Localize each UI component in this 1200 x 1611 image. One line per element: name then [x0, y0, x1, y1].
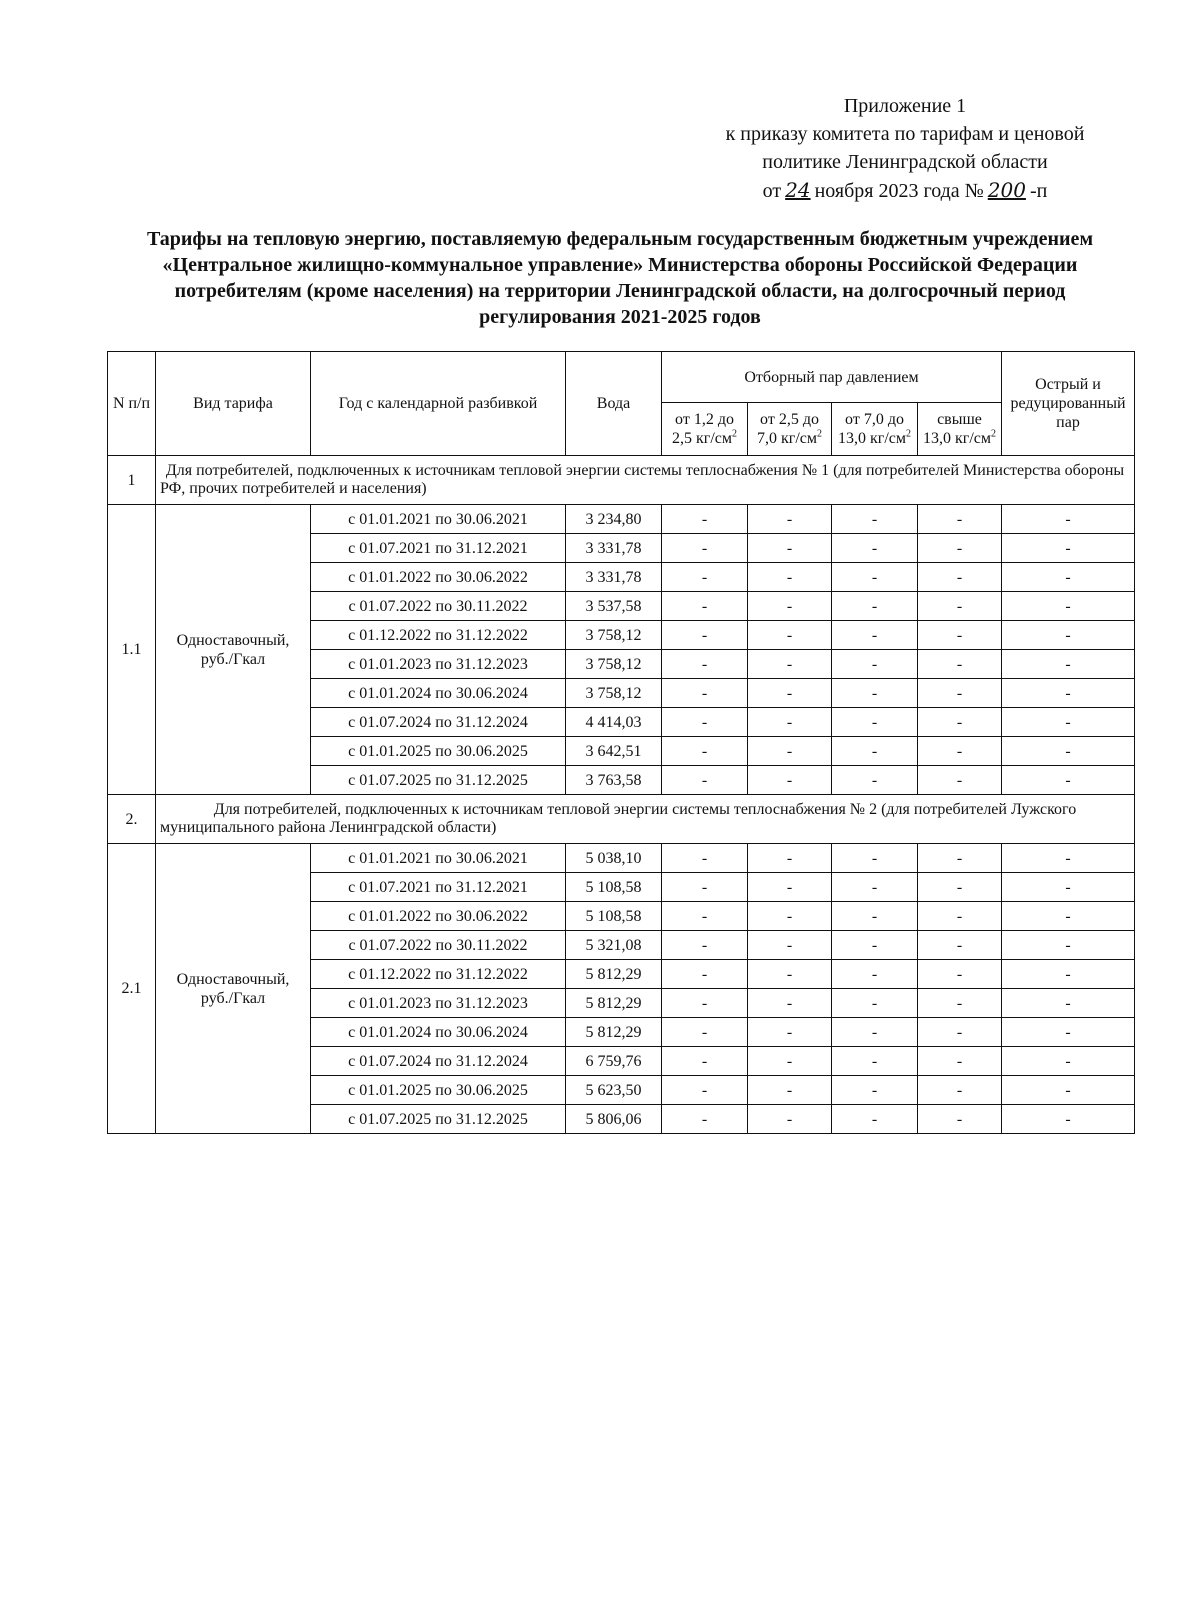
- group-row: [108, 456, 1135, 505]
- tariff-kind: Одноставочный, руб./Гкал: [156, 505, 311, 795]
- table-row: [108, 505, 1135, 534]
- subgroup-num: 2.1: [108, 844, 156, 1134]
- header-steam-2: от 2,5 до 7,0 $кг/см^2$: [748, 403, 832, 456]
- empty-value-cell: -: [918, 1105, 1002, 1134]
- empty-value-cell: -: [832, 844, 918, 873]
- header-water: Вода: [566, 352, 662, 456]
- empty-value-cell: -: [662, 1018, 748, 1047]
- empty-value-cell: -: [918, 679, 1002, 708]
- empty-value-cell: -: [918, 650, 1002, 679]
- header-steam-group: Отборный пар давлением: [662, 352, 1002, 403]
- water-tariff-cell: 5 806,06: [566, 1105, 662, 1134]
- empty-value-cell: -: [918, 621, 1002, 650]
- empty-value-cell: -: [918, 931, 1002, 960]
- water-tariff-cell: 3 763,58: [566, 766, 662, 795]
- period-cell: с 01.01.2022 по 30.06.2022: [311, 902, 566, 931]
- empty-value-cell: -: [1002, 844, 1135, 873]
- period-cell: с 01.07.2024 по 31.12.2024: [311, 1047, 566, 1076]
- annex-block: [680, 92, 1130, 205]
- empty-value-cell: -: [662, 873, 748, 902]
- water-tariff-cell: 3 758,12: [566, 679, 662, 708]
- empty-value-cell: -: [748, 534, 832, 563]
- empty-value-cell: -: [918, 1047, 1002, 1076]
- empty-value-cell: -: [1002, 766, 1135, 795]
- empty-value-cell: -: [662, 1076, 748, 1105]
- empty-value-cell: -: [832, 1047, 918, 1076]
- empty-value-cell: -: [662, 1105, 748, 1134]
- empty-value-cell: -: [662, 679, 748, 708]
- water-tariff-cell: 5 108,58: [566, 902, 662, 931]
- empty-value-cell: -: [662, 621, 748, 650]
- order-number: 200: [987, 178, 1026, 202]
- empty-value-cell: -: [1002, 1018, 1135, 1047]
- empty-value-cell: -: [832, 563, 918, 592]
- empty-value-cell: -: [748, 766, 832, 795]
- empty-value-cell: -: [918, 563, 1002, 592]
- empty-value-cell: -: [832, 534, 918, 563]
- water-tariff-cell: 5 038,10: [566, 844, 662, 873]
- empty-value-cell: -: [832, 650, 918, 679]
- document-title: Тарифы на тепловую энергию, поставляемую федеральным государственным бюджетным учреждением «Центральное жилищно-коммунальное управление» Министерства обороны Российской Федерации потребителям (кроме населения) на территории Ленинградской области, на долгосрочный период регулирования 2021-2025 годов: [146, 228, 1094, 328]
- empty-value-cell: -: [918, 902, 1002, 931]
- empty-value-cell: -: [918, 766, 1002, 795]
- empty-value-cell: -: [918, 844, 1002, 873]
- empty-value-cell: -: [1002, 679, 1135, 708]
- empty-value-cell: -: [832, 1018, 918, 1047]
- water-tariff-cell: 5 321,08: [566, 931, 662, 960]
- group-description: Для потребителей, подключенных к источникам тепловой энергии системы теплоснабжения № 1 (для потребителей Министерства обороны РФ, прочих потребителей и населения): [156, 456, 1135, 505]
- empty-value-cell: -: [1002, 1105, 1135, 1134]
- period-cell: с 01.01.2023 по 31.12.2023: [311, 650, 566, 679]
- water-tariff-cell: 3 537,58: [566, 592, 662, 621]
- empty-value-cell: -: [918, 737, 1002, 766]
- period-cell: с 01.12.2022 по 31.12.2022: [311, 621, 566, 650]
- empty-value-cell: -: [748, 505, 832, 534]
- empty-value-cell: -: [748, 563, 832, 592]
- group-description: Для потребителей, подключенных к источникам тепловой энергии системы теплоснабжения № 2 (для потребителей Лужского муниципального района Ленинградской области): [156, 795, 1135, 844]
- empty-value-cell: -: [662, 534, 748, 563]
- empty-value-cell: -: [918, 708, 1002, 737]
- annex-committee-line: политике Ленинградской области: [762, 151, 1048, 173]
- annex-order-line: к приказу комитета по тарифам и ценовой: [725, 123, 1085, 145]
- empty-value-cell: -: [832, 592, 918, 621]
- empty-value-cell: -: [832, 1076, 918, 1105]
- empty-value-cell: -: [748, 1018, 832, 1047]
- empty-value-cell: -: [1002, 931, 1135, 960]
- empty-value-cell: -: [918, 1018, 1002, 1047]
- empty-value-cell: -: [918, 960, 1002, 989]
- empty-value-cell: -: [918, 505, 1002, 534]
- water-tariff-cell: 3 234,80: [566, 505, 662, 534]
- empty-value-cell: -: [1002, 1076, 1135, 1105]
- empty-value-cell: -: [832, 708, 918, 737]
- water-tariff-cell: 3 642,51: [566, 737, 662, 766]
- period-cell: с 01.07.2021 по 31.12.2021: [311, 873, 566, 902]
- empty-value-cell: -: [832, 873, 918, 902]
- empty-value-cell: -: [1002, 534, 1135, 563]
- empty-value-cell: -: [832, 679, 918, 708]
- empty-value-cell: -: [832, 931, 918, 960]
- empty-value-cell: -: [662, 844, 748, 873]
- group-num: 2.: [108, 795, 156, 844]
- empty-value-cell: -: [748, 1047, 832, 1076]
- empty-value-cell: -: [748, 592, 832, 621]
- empty-value-cell: -: [662, 766, 748, 795]
- water-tariff-cell: 4 414,03: [566, 708, 662, 737]
- empty-value-cell: -: [748, 1105, 832, 1134]
- empty-value-cell: -: [832, 902, 918, 931]
- empty-value-cell: -: [1002, 737, 1135, 766]
- empty-value-cell: -: [748, 621, 832, 650]
- empty-value-cell: -: [1002, 708, 1135, 737]
- period-cell: с 01.01.2023 по 31.12.2023: [311, 989, 566, 1018]
- group-row: [108, 795, 1135, 844]
- header-year: Год с календарной разбивкой: [311, 352, 566, 456]
- header-kind: Вид тарифа: [156, 352, 311, 456]
- order-suffix: -п: [1029, 180, 1048, 202]
- annex-date-line: [680, 176, 1130, 205]
- empty-value-cell: -: [748, 708, 832, 737]
- empty-value-cell: -: [832, 1105, 918, 1134]
- empty-value-cell: -: [918, 592, 1002, 621]
- empty-value-cell: -: [1002, 563, 1135, 592]
- water-tariff-cell: 5 812,29: [566, 1018, 662, 1047]
- empty-value-cell: -: [662, 592, 748, 621]
- empty-value-cell: -: [1002, 1047, 1135, 1076]
- empty-value-cell: -: [662, 960, 748, 989]
- date-day: 24: [785, 178, 811, 202]
- tariff-kind: Одноставочный, руб./Гкал: [156, 844, 311, 1134]
- header-steam-4: свыше 13,0 $кг/см^2$: [918, 403, 1002, 456]
- group-num: 1: [108, 456, 156, 505]
- empty-value-cell: -: [748, 873, 832, 902]
- period-cell: с 01.01.2025 по 30.06.2025: [311, 1076, 566, 1105]
- water-tariff-cell: 5 108,58: [566, 873, 662, 902]
- empty-value-cell: -: [748, 960, 832, 989]
- header-num: N п/п: [108, 352, 156, 456]
- tariff-table: [107, 351, 1135, 1134]
- empty-value-cell: -: [832, 621, 918, 650]
- water-tariff-cell: 3 758,12: [566, 650, 662, 679]
- empty-value-cell: -: [662, 989, 748, 1018]
- empty-value-cell: -: [832, 989, 918, 1018]
- empty-value-cell: -: [662, 708, 748, 737]
- period-cell: с 01.01.2021 по 30.06.2021: [311, 505, 566, 534]
- empty-value-cell: -: [662, 1047, 748, 1076]
- table-body: [108, 456, 1135, 1134]
- period-cell: с 01.07.2025 по 31.12.2025: [311, 1105, 566, 1134]
- empty-value-cell: -: [832, 960, 918, 989]
- water-tariff-cell: 3 758,12: [566, 621, 662, 650]
- period-cell: с 01.07.2022 по 30.11.2022: [311, 592, 566, 621]
- empty-value-cell: -: [748, 650, 832, 679]
- period-cell: с 01.01.2021 по 30.06.2021: [311, 844, 566, 873]
- water-tariff-cell: 6 759,76: [566, 1047, 662, 1076]
- empty-value-cell: -: [918, 534, 1002, 563]
- period-cell: с 01.01.2024 по 30.06.2024: [311, 679, 566, 708]
- empty-value-cell: -: [1002, 989, 1135, 1018]
- empty-value-cell: -: [748, 989, 832, 1018]
- period-cell: с 01.12.2022 по 31.12.2022: [311, 960, 566, 989]
- date-month-year: ноября 2023 года №: [814, 180, 984, 202]
- empty-value-cell: -: [662, 505, 748, 534]
- date-prefix: от: [762, 180, 782, 202]
- empty-value-cell: -: [748, 844, 832, 873]
- empty-value-cell: -: [918, 989, 1002, 1018]
- empty-value-cell: -: [832, 505, 918, 534]
- empty-value-cell: -: [748, 931, 832, 960]
- annex-title: Приложение 1: [843, 95, 967, 117]
- header-sharp-steam: Острый и редуцированный пар: [1002, 352, 1135, 456]
- empty-value-cell: -: [662, 563, 748, 592]
- empty-value-cell: -: [662, 737, 748, 766]
- empty-value-cell: -: [918, 873, 1002, 902]
- water-tariff-cell: 5 623,50: [566, 1076, 662, 1105]
- empty-value-cell: -: [748, 737, 832, 766]
- water-tariff-cell: 5 812,29: [566, 960, 662, 989]
- empty-value-cell: -: [662, 931, 748, 960]
- empty-value-cell: -: [748, 1076, 832, 1105]
- empty-value-cell: -: [662, 902, 748, 931]
- table-row: [108, 844, 1135, 873]
- empty-value-cell: -: [832, 766, 918, 795]
- period-cell: с 01.01.2024 по 30.06.2024: [311, 1018, 566, 1047]
- water-tariff-cell: 3 331,78: [566, 534, 662, 563]
- empty-value-cell: -: [1002, 592, 1135, 621]
- empty-value-cell: -: [1002, 873, 1135, 902]
- period-cell: с 01.01.2022 по 30.06.2022: [311, 563, 566, 592]
- period-cell: с 01.01.2025 по 30.06.2025: [311, 737, 566, 766]
- empty-value-cell: -: [1002, 621, 1135, 650]
- period-cell: с 01.07.2024 по 31.12.2024: [311, 708, 566, 737]
- period-cell: с 01.07.2022 по 30.11.2022: [311, 931, 566, 960]
- empty-value-cell: -: [918, 1076, 1002, 1105]
- water-tariff-cell: 3 331,78: [566, 563, 662, 592]
- empty-value-cell: -: [748, 902, 832, 931]
- subgroup-num: 1.1: [108, 505, 156, 795]
- header-steam-1: от 1,2 до 2,5 $кг/см^2$: [662, 403, 748, 456]
- water-tariff-cell: 5 812,29: [566, 989, 662, 1018]
- period-cell: с 01.07.2021 по 31.12.2021: [311, 534, 566, 563]
- empty-value-cell: -: [748, 679, 832, 708]
- empty-value-cell: -: [662, 650, 748, 679]
- empty-value-cell: -: [1002, 902, 1135, 931]
- empty-value-cell: -: [1002, 650, 1135, 679]
- empty-value-cell: -: [1002, 505, 1135, 534]
- header-steam-3: от 7,0 до 13,0 $кг/см^2$: [832, 403, 918, 456]
- empty-value-cell: -: [832, 737, 918, 766]
- period-cell: с 01.07.2025 по 31.12.2025: [311, 766, 566, 795]
- empty-value-cell: -: [1002, 960, 1135, 989]
